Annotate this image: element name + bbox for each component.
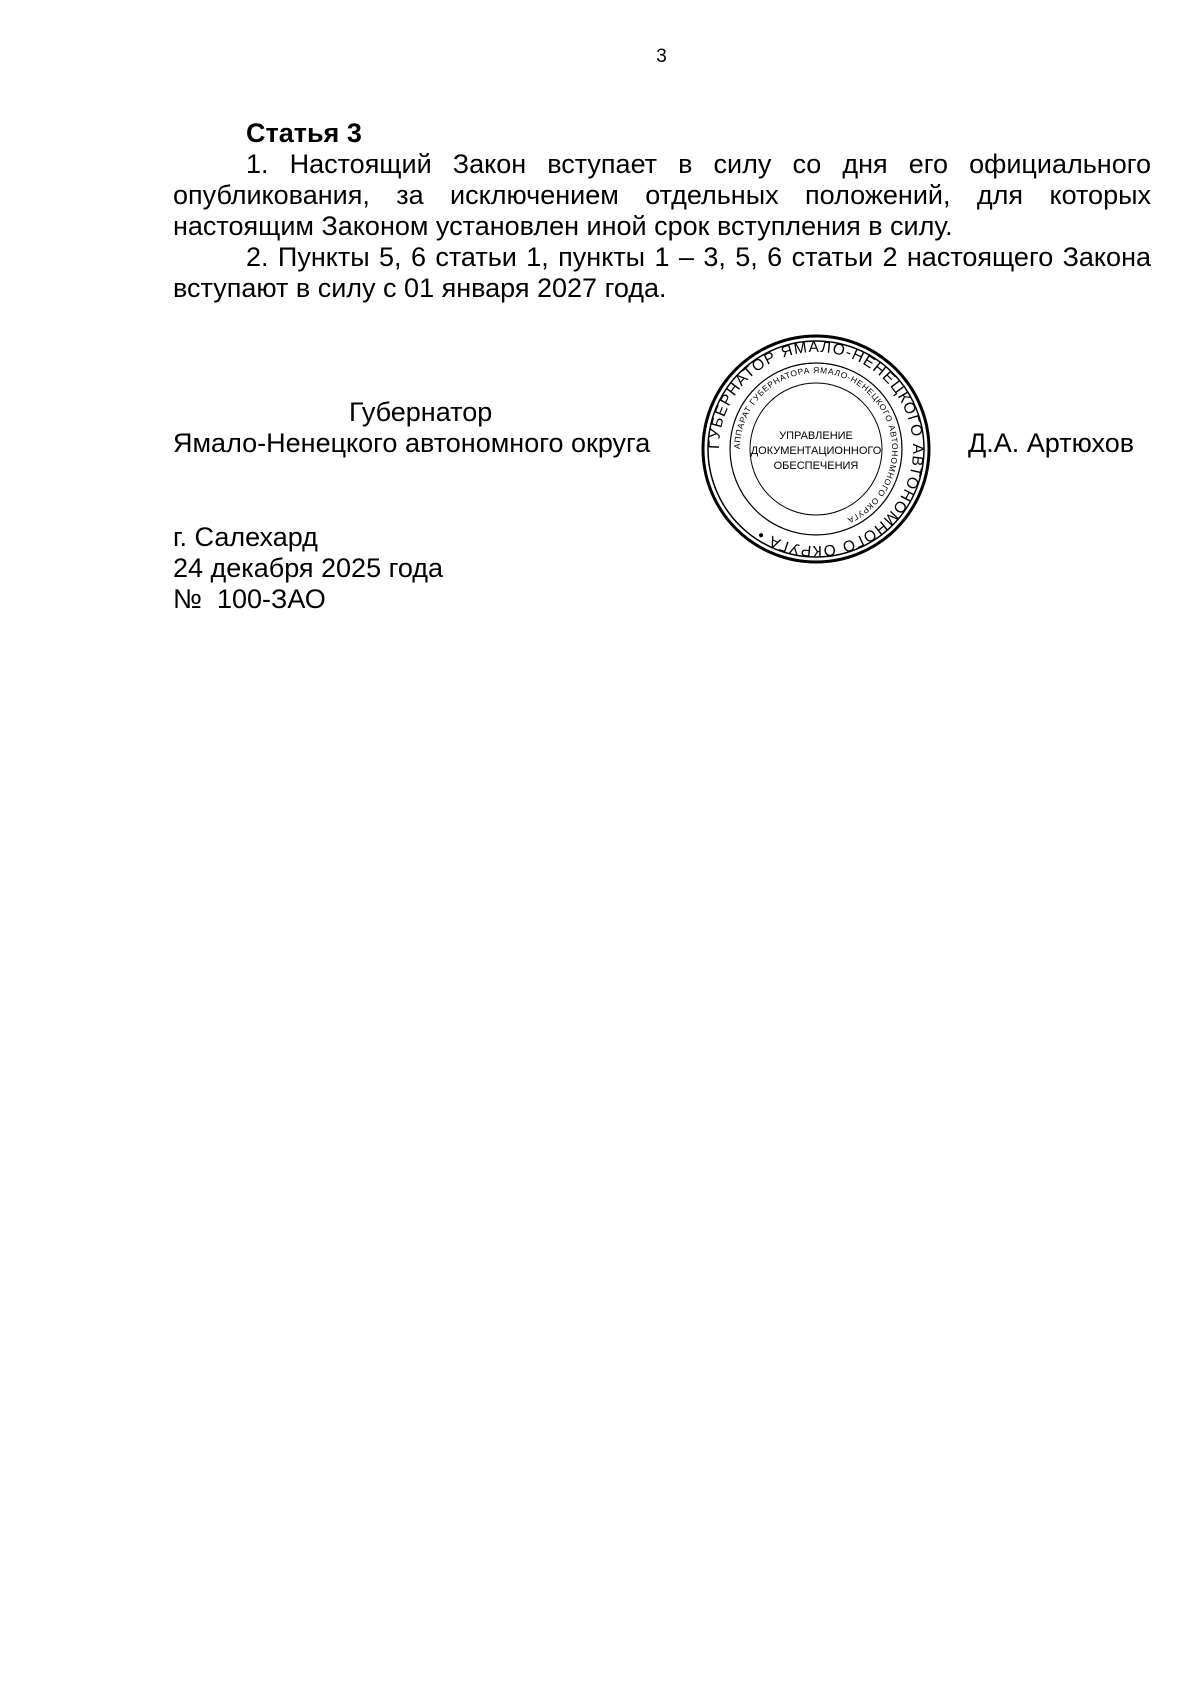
article-paragraph-2: 2. Пункты 5, 6 статьи 1, пункты 1 – 3, 5, 6 статьи 2 настоящего Закона вступают в силу с 01 января 2027 года. <box>173 242 1151 303</box>
seal-center-line-3: ОБЕСПЕЧЕНИЯ <box>773 460 859 472</box>
official-seal-stamp <box>700 333 932 565</box>
signature-title-line-2: Ямало-Ненецкого автономного округа <box>173 428 651 458</box>
city: г. Салехард <box>173 522 318 552</box>
law-number: № 100-ЗАО <box>173 584 326 614</box>
seal-inner-text: АППАРАТ ГУБЕРНАТОРА ЯМАЛО-НЕНЕЦКОГО АВТОНОМНОГО ОКРУГА <box>731 364 901 526</box>
article-section <box>173 118 1151 304</box>
signing-date: 24 декабря 2025 года <box>173 553 444 583</box>
seal-outer-text: ГУБЕРНАТОР ЯМАЛО-НЕНЕЦКОГО АВТОНОМНОГО ОКРУГА • <box>705 338 927 560</box>
article-paragraph-1: 1. Настоящий Закон вступает в силу со дня его официального опубликования, за исключением отдельных положений, для которых настоящим Законом установлен иной срок вступления в силу. <box>173 149 1151 241</box>
page-number: 3 <box>656 46 667 67</box>
place-date-number <box>173 522 443 615</box>
seal-center-line-1: УПРАВЛЕНИЕ <box>779 430 853 442</box>
signature-title-line-1: Губернатор <box>349 397 493 427</box>
seal-center-line-2: ДОКУМЕНТАЦИОННОГО <box>750 445 882 457</box>
article-heading: Статья 3 <box>246 118 362 148</box>
signature-title <box>173 397 650 459</box>
signer-name: Д.А. Артюхов <box>968 428 1135 458</box>
